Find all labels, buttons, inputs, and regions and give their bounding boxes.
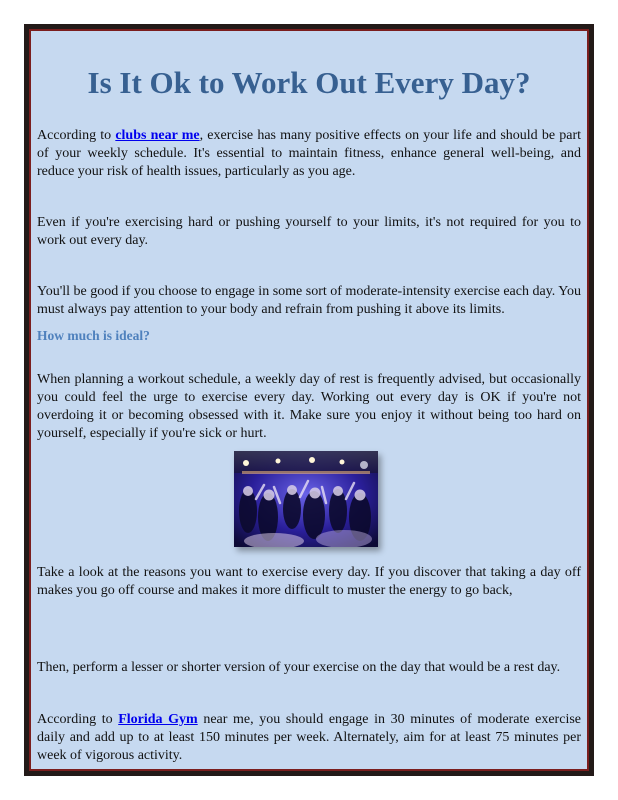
paragraph-intro — [37, 127, 581, 181]
paragraph-5: Take a look at the reasons you want to exercise every day. If you discover that taking a day off makes you go off course and makes it more difficult to muster the energy to go back, — [37, 565, 581, 598]
page-border — [24, 24, 594, 776]
paragraph-6: Then, perform a lesser or shorter version of your exercise on the day that would be a rest day. — [37, 660, 561, 675]
paragraph-final — [37, 711, 581, 765]
gym-class-photo — [234, 451, 378, 547]
document-content — [37, 31, 581, 769]
paragraph-2: Even if you're exercising hard or pushing yourself to your limits, it's not required for you to work out every day. — [37, 215, 581, 248]
document-page — [31, 31, 587, 769]
paragraph-text: near me, you should engage in 30 minutes of moderate exercise daily and add up to at least 150 minutes per week. Alternately, aim for at least 75 minutes per week of vigorous activity. — [37, 712, 581, 763]
page-border-inner — [29, 29, 589, 771]
section-heading: How much is ideal? — [37, 328, 150, 343]
paragraph-4: When planning a workout schedule, a weekly day of rest is frequently advised, but occasionally you could feel the urge to exercise every day. Working out every day is OK if you're not overdoing it or becoming obsessed with it. Make sure you enjoy it without being too hard on yourself, especially if you're sick or hurt. — [37, 372, 581, 441]
paragraph-text: , exercise has many positive effects on your life and should be part of your weekly schedule. It's essential to maintain fitness, enhance general well-being, and reduce your risk of health issues, particularly as you age. — [37, 128, 581, 179]
page-title: Is It Ok to Work Out Every Day? — [87, 65, 531, 100]
paragraph-text: According to — [37, 712, 119, 727]
paragraph-text: According to — [37, 128, 116, 143]
paragraph-3: You'll be good if you choose to engage in some sort of moderate-intensity exercise each day. You must always pay attention to your body and refrain from pushing it above its limits. — [37, 284, 581, 317]
florida-gym-link[interactable]: Florida Gym — [118, 712, 198, 727]
clubs-near-me-link[interactable]: clubs near me — [115, 128, 200, 143]
gym-class-photo-icon — [234, 451, 378, 547]
